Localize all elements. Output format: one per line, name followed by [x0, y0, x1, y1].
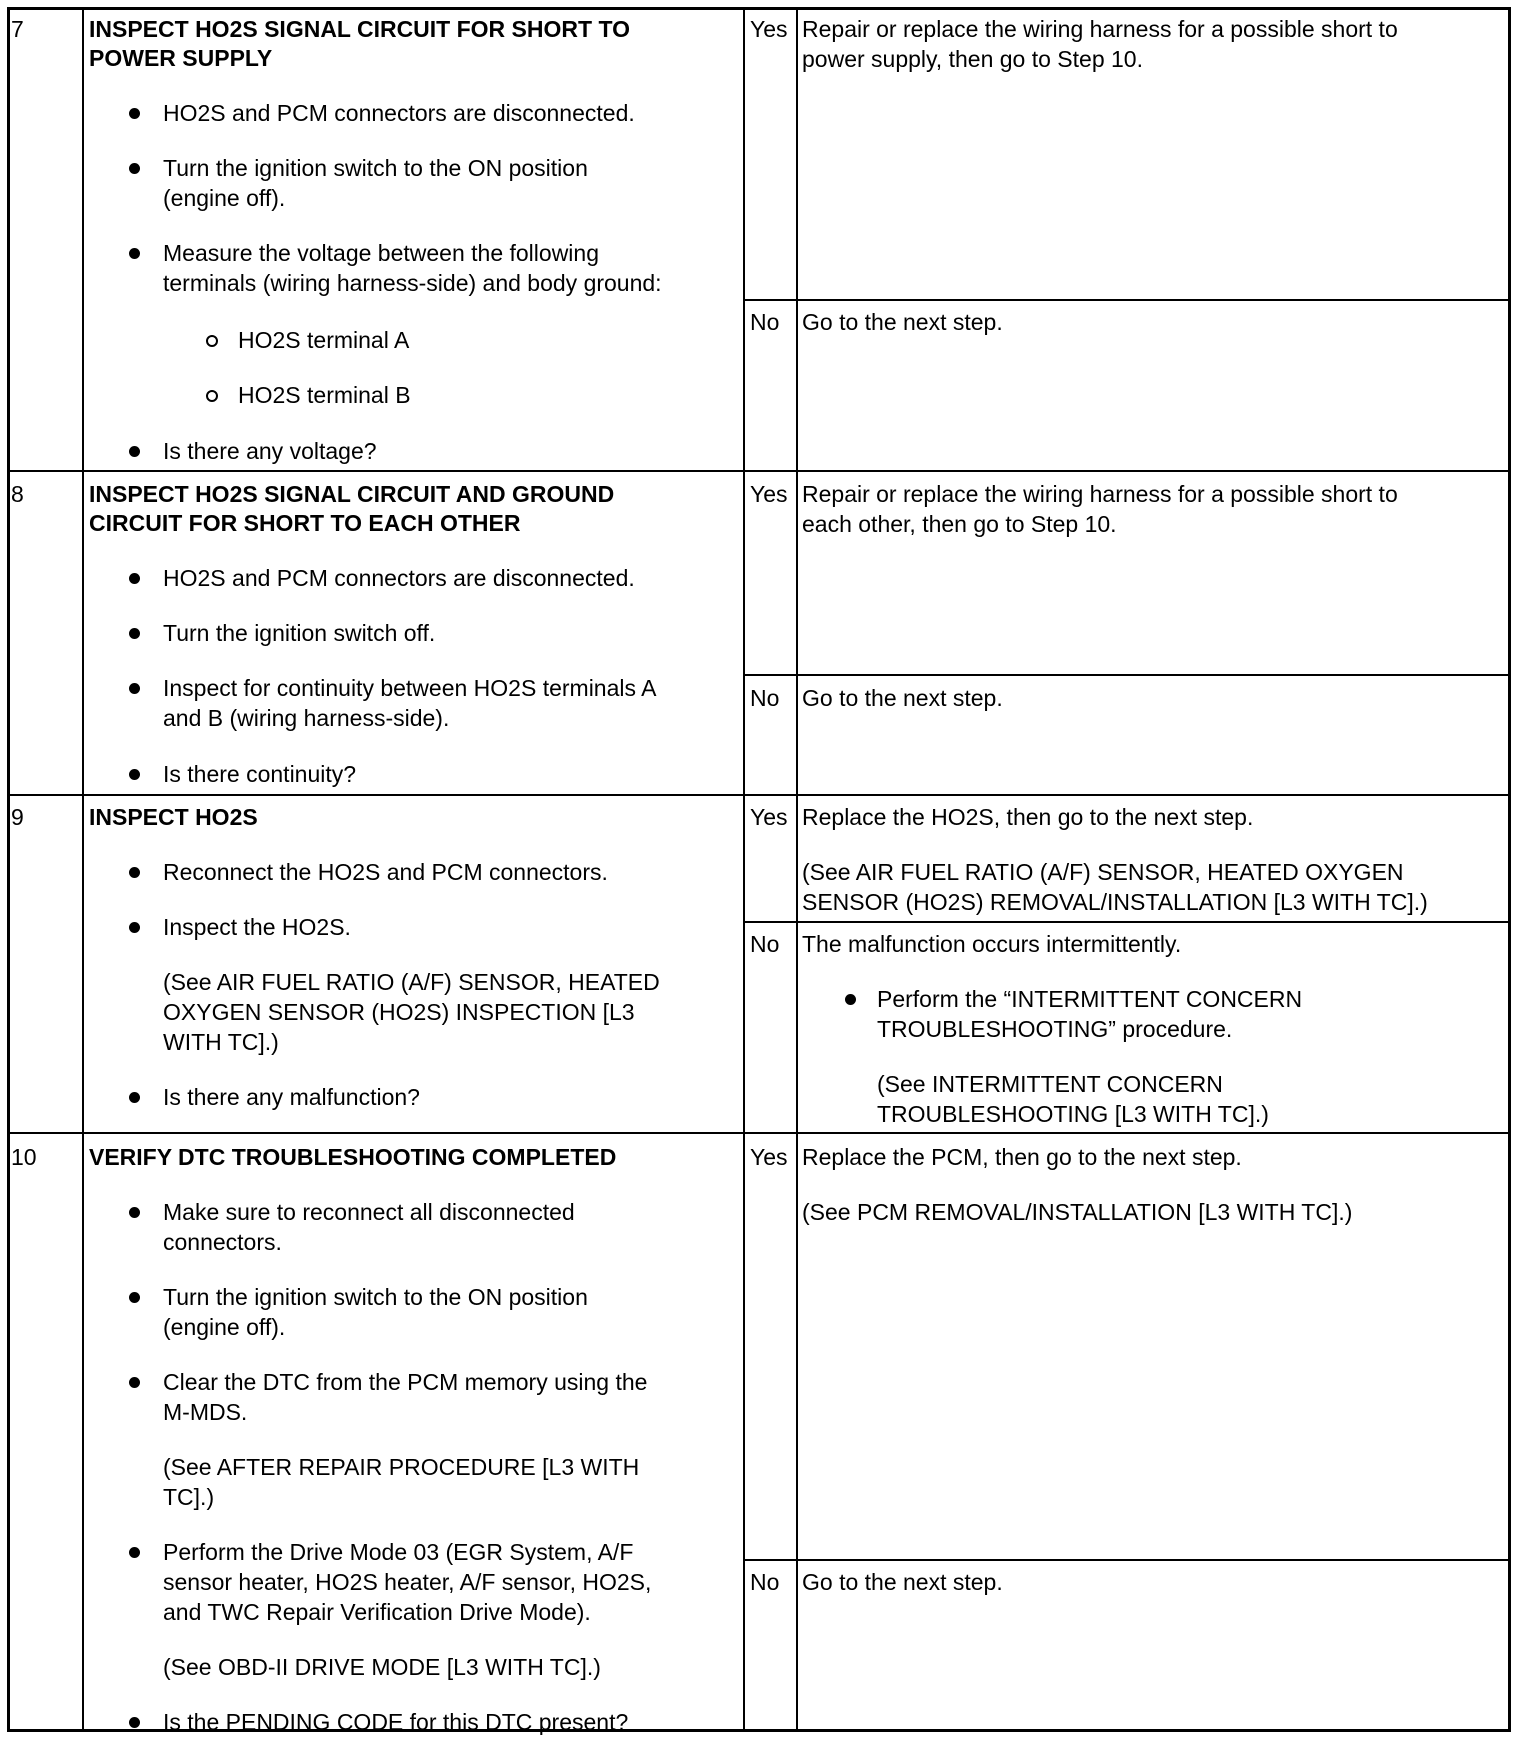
no-result-reference: TROUBLESHOOTING [L3 WITH TC].): [877, 1101, 1269, 1127]
bullet-icon: [129, 1377, 140, 1388]
step-item: and TWC Repair Verification Drive Mode).: [163, 1599, 591, 1625]
no-result-item: TROUBLESHOOTING” procedure.: [877, 1016, 1233, 1042]
row-separator: [10, 470, 1508, 472]
step-sub-item: HO2S terminal B: [238, 382, 411, 408]
step-item: Is there any malfunction?: [163, 1084, 420, 1110]
no-label: No: [750, 1569, 780, 1595]
step-item: Is there any voltage?: [163, 438, 377, 464]
step-item: Clear the DTC from the PCM memory using the: [163, 1369, 648, 1395]
yes-label: Yes: [750, 16, 788, 42]
no-result: Go to the next step.: [802, 1569, 1003, 1595]
yes-label: Yes: [750, 804, 788, 830]
yes-result: power supply, then go to Step 10.: [802, 46, 1143, 72]
row-separator: [10, 1132, 1508, 1134]
step-item: terminals (wiring harness-side) and body ground:: [163, 270, 662, 296]
yes-result: Replace the PCM, then go to the next step.: [802, 1144, 1242, 1170]
step-item: and B (wiring harness-side).: [163, 705, 450, 731]
yes-label: Yes: [750, 481, 788, 507]
step-item: Is the PENDING CODE for this DTC present?: [163, 1709, 629, 1735]
step-title-line: INSPECT HO2S: [89, 804, 258, 830]
bullet-icon: [129, 1547, 140, 1558]
step-title-line: CIRCUIT FOR SHORT TO EACH OTHER: [89, 510, 521, 536]
step-item: M-MDS.: [163, 1399, 248, 1425]
bullet-icon: [129, 108, 140, 119]
bullet-icon: [129, 1092, 140, 1103]
step-item-reference: (See AIR FUEL RATIO (A/F) SENSOR, HEATED: [163, 969, 660, 995]
step-title-line: VERIFY DTC TROUBLESHOOTING COMPLETED: [89, 1144, 617, 1170]
step-item: HO2S and PCM connectors are disconnected.: [163, 565, 635, 591]
yes-result: each other, then go to Step 10.: [802, 511, 1117, 537]
step-item: HO2S and PCM connectors are disconnected.: [163, 100, 635, 126]
bullet-icon: [129, 446, 140, 457]
step-item-reference: WITH TC].): [163, 1029, 279, 1055]
step-number: 10: [11, 1144, 37, 1170]
step-item: Measure the voltage between the following: [163, 240, 600, 266]
yes-no-separator: [743, 299, 1508, 301]
step-item: Make sure to reconnect all disconnected: [163, 1199, 575, 1225]
no-result: Go to the next step.: [802, 685, 1003, 711]
sub-bullet-icon: [206, 335, 218, 347]
yes-result: Repair or replace the wiring harness for a possible short to: [802, 481, 1398, 507]
yes-no-separator: [743, 674, 1508, 676]
step-number: 9: [11, 804, 24, 830]
no-result: The malfunction occurs intermittently.: [802, 931, 1182, 957]
no-result-item: Perform the “INTERMITTENT CONCERN: [877, 986, 1303, 1012]
step-item: (engine off).: [163, 185, 286, 211]
bullet-icon: [129, 163, 140, 174]
step-title-line: INSPECT HO2S SIGNAL CIRCUIT AND GROUND: [89, 481, 615, 507]
sub-bullet-icon: [206, 390, 218, 402]
bullet-icon: [129, 628, 140, 639]
bullet-icon: [129, 683, 140, 694]
yes-result: Repair or replace the wiring harness for a possible short to: [802, 16, 1398, 42]
bullet-icon: [129, 573, 140, 584]
step-number: 8: [11, 481, 24, 507]
step-title-line: INSPECT HO2S SIGNAL CIRCUIT FOR SHORT TO: [89, 16, 630, 42]
step-number: 7: [11, 16, 24, 42]
step-item: sensor heater, HO2S heater, A/F sensor, HO2S,: [163, 1569, 652, 1595]
step-title-line: POWER SUPPLY: [89, 45, 273, 71]
step-item-reference: (See OBD-II DRIVE MODE [L3 WITH TC].): [163, 1654, 601, 1680]
bullet-icon: [129, 867, 140, 878]
step-item: (engine off).: [163, 1314, 286, 1340]
step-item: Is there continuity?: [163, 761, 357, 787]
bullet-icon: [129, 1207, 140, 1218]
yes-result-reference: (See PCM REMOVAL/INSTALLATION [L3 WITH TC].): [802, 1199, 1353, 1225]
step-item: Turn the ignition switch to the ON position: [163, 1284, 588, 1310]
column-divider-action: [743, 10, 745, 1729]
yes-result-reference: SENSOR (HO2S) REMOVAL/INSTALLATION [L3 WITH TC].): [802, 889, 1428, 915]
bullet-icon: [129, 922, 140, 933]
step-item-reference: TC].): [163, 1484, 215, 1510]
bullet-icon: [845, 994, 856, 1005]
no-label: No: [750, 931, 780, 957]
step-item: connectors.: [163, 1229, 282, 1255]
step-item-reference: (See AFTER REPAIR PROCEDURE [L3 WITH: [163, 1454, 640, 1480]
yes-result-reference: (See AIR FUEL RATIO (A/F) SENSOR, HEATED OXYGEN: [802, 859, 1404, 885]
no-result: Go to the next step.: [802, 309, 1003, 335]
yes-no-separator: [743, 921, 1508, 923]
yes-result: Replace the HO2S, then go to the next step.: [802, 804, 1254, 830]
step-item: Perform the Drive Mode 03 (EGR System, A/F: [163, 1539, 634, 1565]
bullet-icon: [129, 1717, 140, 1728]
column-divider-result: [796, 10, 798, 1729]
step-item: Turn the ignition switch to the ON position: [163, 155, 588, 181]
bullet-icon: [129, 769, 140, 780]
step-item: Inspect the HO2S.: [163, 914, 351, 940]
column-divider-step: [82, 10, 84, 1729]
no-label: No: [750, 309, 780, 335]
step-item-reference: OXYGEN SENSOR (HO2S) INSPECTION [L3: [163, 999, 635, 1025]
step-sub-item: HO2S terminal A: [238, 327, 410, 353]
no-label: No: [750, 685, 780, 711]
no-result-reference: (See INTERMITTENT CONCERN: [877, 1071, 1223, 1097]
step-item: Reconnect the HO2S and PCM connectors.: [163, 859, 608, 885]
yes-no-separator: [743, 1559, 1508, 1561]
bullet-icon: [129, 248, 140, 259]
yes-label: Yes: [750, 1144, 788, 1170]
bullet-icon: [129, 1292, 140, 1303]
step-item: Inspect for continuity between HO2S terminals A: [163, 675, 657, 701]
row-separator: [10, 794, 1508, 796]
step-item: Turn the ignition switch off.: [163, 620, 436, 646]
